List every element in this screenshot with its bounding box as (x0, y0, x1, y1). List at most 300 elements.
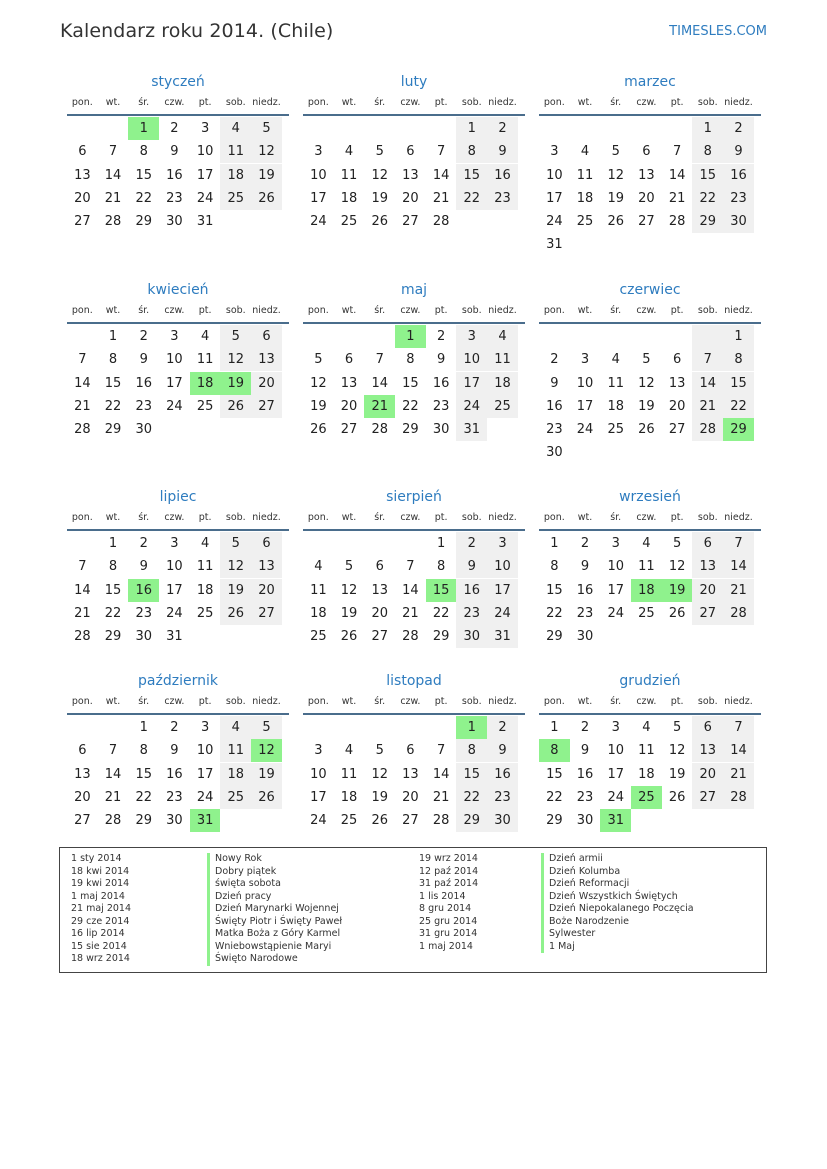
day-cell[interactable]: 13 (74, 167, 91, 183)
day-cell[interactable]: 18 (220, 763, 251, 786)
day-cell[interactable]: 23 (432, 398, 450, 414)
day-cell[interactable]: 5 (344, 559, 354, 575)
day-cell[interactable]: 16 (576, 582, 594, 598)
day-cell[interactable]: 3 (580, 352, 590, 368)
day-cell[interactable]: 15 (723, 372, 754, 395)
day-cell[interactable]: 7 (436, 743, 446, 759)
day-cell[interactable]: 22 (692, 187, 723, 210)
day-cell[interactable]: 1 (550, 536, 559, 551)
day-cell[interactable]: 17 (546, 190, 563, 206)
day-cell[interactable]: 16 (456, 579, 487, 602)
day-cell[interactable]: 2 (723, 117, 754, 140)
day-cell[interactable]: 26 (371, 813, 388, 829)
day-cell[interactable]: 13 (692, 555, 723, 578)
day-cell[interactable]: 6 (692, 532, 723, 555)
day-cell[interactable]: 27 (74, 214, 91, 230)
day-cell[interactable]: 30 (487, 809, 518, 832)
day-cell[interactable]: 9 (580, 743, 590, 759)
day-cell[interactable]: 4 (200, 329, 210, 344)
day-cell[interactable]: 5 (672, 536, 682, 551)
day-cell[interactable]: 27 (692, 602, 723, 625)
day-cell[interactable]: 17 (487, 579, 518, 602)
day-cell[interactable]: 15 (426, 579, 457, 602)
day-cell[interactable]: 23 (135, 398, 152, 414)
day-cell[interactable]: 2 (550, 352, 559, 368)
day-cell[interactable]: 1 (128, 117, 159, 140)
day-cell[interactable]: 8 (723, 348, 754, 371)
day-cell[interactable]: 7 (78, 559, 87, 575)
day-cell[interactable]: 12 (371, 766, 388, 782)
day-cell[interactable]: 13 (638, 167, 655, 183)
day-cell[interactable]: 5 (375, 743, 384, 759)
day-cell[interactable]: 26 (220, 602, 251, 625)
day-cell[interactable]: 17 (166, 375, 183, 391)
day-cell[interactable]: 9 (723, 140, 754, 163)
day-cell[interactable]: 14 (74, 375, 91, 391)
day-cell[interactable]: 9 (436, 352, 446, 368)
day-cell[interactable]: 21 (692, 395, 723, 418)
day-cell[interactable]: 21 (104, 789, 122, 805)
day-cell[interactable]: 11 (310, 582, 327, 598)
day-cell[interactable]: 28 (402, 629, 419, 645)
day-cell[interactable]: 7 (723, 716, 754, 739)
day-cell[interactable]: 6 (672, 352, 682, 368)
day-cell[interactable]: 3 (487, 532, 518, 555)
day-cell[interactable]: 19 (638, 398, 655, 414)
day-cell[interactable]: 19 (251, 164, 282, 187)
day-cell[interactable]: 19 (310, 398, 327, 414)
day-cell[interactable]: 19 (662, 579, 693, 602)
day-cell[interactable]: 2 (170, 121, 179, 136)
day-cell[interactable]: 20 (74, 190, 91, 206)
day-cell[interactable]: 22 (546, 605, 563, 621)
day-cell[interactable]: 22 (135, 190, 152, 206)
day-cell[interactable]: 20 (638, 190, 655, 206)
day-cell[interactable]: 19 (251, 763, 282, 786)
day-cell[interactable]: 9 (580, 559, 590, 575)
day-cell[interactable]: 22 (723, 395, 754, 418)
day-cell[interactable]: 29 (135, 214, 152, 230)
day-cell[interactable]: 28 (104, 214, 122, 230)
day-cell[interactable]: 25 (638, 605, 655, 621)
day-cell[interactable]: 1 (456, 117, 487, 140)
day-cell[interactable]: 24 (310, 813, 327, 829)
day-cell[interactable]: 26 (607, 214, 624, 230)
day-cell[interactable]: 4 (611, 352, 620, 368)
day-cell[interactable]: 1 (436, 536, 446, 551)
day-cell[interactable]: 5 (220, 325, 251, 348)
day-cell[interactable]: 6 (344, 352, 354, 368)
day-cell[interactable]: 4 (220, 117, 251, 140)
day-cell[interactable]: 11 (576, 167, 594, 183)
day-cell[interactable]: 5 (314, 352, 323, 368)
day-cell[interactable]: 20 (74, 789, 91, 805)
day-cell[interactable]: 24 (166, 398, 183, 414)
day-cell[interactable]: 30 (166, 214, 183, 230)
day-cell[interactable]: 7 (108, 144, 118, 160)
day-cell[interactable]: 24 (456, 395, 487, 418)
day-cell[interactable]: 3 (200, 121, 210, 136)
day-cell[interactable]: 18 (607, 398, 624, 414)
day-cell[interactable]: 16 (166, 766, 183, 782)
day-cell[interactable]: 17 (607, 582, 624, 598)
day-cell[interactable]: 13 (371, 582, 388, 598)
day-cell[interactable]: 14 (104, 766, 122, 782)
day-cell[interactable]: 12 (220, 348, 251, 371)
day-cell[interactable]: 12 (668, 743, 686, 759)
day-cell[interactable]: 23 (576, 605, 594, 621)
day-cell[interactable]: 29 (692, 210, 723, 233)
day-cell[interactable]: 20 (371, 605, 388, 621)
day-cell[interactable]: 2 (580, 720, 590, 735)
day-cell[interactable]: 24 (487, 602, 518, 625)
day-cell[interactable]: 23 (135, 605, 152, 621)
day-cell[interactable]: 19 (668, 766, 686, 782)
day-cell[interactable]: 27 (371, 629, 388, 645)
day-cell[interactable]: 16 (128, 579, 159, 602)
day-cell[interactable]: 21 (402, 605, 419, 621)
day-cell[interactable]: 24 (196, 190, 214, 206)
day-cell[interactable]: 8 (456, 140, 487, 163)
day-cell[interactable]: 8 (456, 739, 487, 762)
day-cell[interactable]: 3 (314, 743, 323, 759)
brand-link[interactable]: TIMESLES.COM (669, 24, 767, 39)
day-cell[interactable]: 14 (668, 167, 686, 183)
day-cell[interactable]: 14 (104, 167, 122, 183)
day-cell[interactable]: 29 (456, 809, 487, 832)
day-cell[interactable]: 10 (166, 559, 183, 575)
day-cell[interactable]: 7 (375, 352, 384, 368)
day-cell[interactable]: 8 (108, 352, 118, 368)
day-cell[interactable]: 8 (139, 144, 148, 160)
day-cell[interactable]: 19 (340, 605, 358, 621)
day-cell[interactable]: 29 (432, 629, 450, 645)
day-cell[interactable]: 5 (220, 532, 251, 555)
day-cell[interactable]: 14 (371, 375, 388, 391)
day-cell[interactable]: 8 (108, 559, 118, 575)
day-cell[interactable]: 14 (432, 167, 450, 183)
day-cell[interactable]: 16 (166, 167, 183, 183)
day-cell[interactable]: 19 (371, 789, 388, 805)
day-cell[interactable]: 16 (546, 398, 563, 414)
day-cell[interactable]: 18 (631, 579, 662, 602)
day-cell[interactable]: 9 (170, 743, 179, 759)
day-cell[interactable]: 3 (550, 144, 559, 160)
day-cell[interactable]: 22 (546, 789, 563, 805)
day-cell[interactable]: 18 (340, 789, 358, 805)
day-cell[interactable]: 30 (166, 813, 183, 829)
day-cell[interactable]: 6 (375, 559, 384, 575)
day-cell[interactable]: 1 (550, 720, 559, 735)
day-cell[interactable]: 25 (196, 398, 214, 414)
day-cell[interactable]: 23 (576, 789, 594, 805)
day-cell[interactable]: 11 (196, 352, 214, 368)
day-cell[interactable]: 14 (432, 766, 450, 782)
day-cell[interactable]: 26 (371, 214, 388, 230)
day-cell[interactable]: 21 (74, 605, 91, 621)
day-cell[interactable]: 30 (135, 629, 152, 645)
day-cell[interactable]: 28 (74, 629, 91, 645)
day-cell[interactable]: 19 (371, 190, 388, 206)
day-cell[interactable]: 13 (668, 375, 686, 391)
day-cell[interactable]: 29 (723, 418, 754, 441)
day-cell[interactable]: 17 (166, 582, 183, 598)
day-cell[interactable]: 7 (78, 352, 87, 368)
day-cell[interactable]: 9 (487, 140, 518, 163)
day-cell[interactable]: 30 (723, 210, 754, 233)
day-cell[interactable]: 18 (638, 766, 655, 782)
day-cell[interactable]: 12 (638, 375, 655, 391)
day-cell[interactable]: 4 (220, 716, 251, 739)
day-cell[interactable]: 10 (546, 167, 563, 183)
day-cell[interactable]: 1 (395, 325, 426, 348)
day-cell[interactable]: 11 (220, 140, 251, 163)
day-cell[interactable]: 28 (692, 418, 723, 441)
day-cell[interactable]: 8 (692, 140, 723, 163)
day-cell[interactable]: 21 (104, 190, 122, 206)
day-cell[interactable]: 3 (200, 720, 210, 735)
day-cell[interactable]: 27 (692, 786, 723, 809)
day-cell[interactable]: 23 (487, 187, 518, 210)
day-cell[interactable]: 3 (170, 329, 179, 344)
day-cell[interactable]: 18 (310, 605, 327, 621)
day-cell[interactable]: 7 (723, 532, 754, 555)
day-cell[interactable]: 12 (310, 375, 327, 391)
day-cell[interactable]: 4 (344, 743, 354, 759)
day-cell[interactable]: 21 (364, 395, 395, 418)
day-cell[interactable]: 23 (166, 190, 183, 206)
day-cell[interactable]: 29 (546, 813, 563, 829)
day-cell[interactable]: 18 (576, 190, 594, 206)
day-cell[interactable]: 1 (108, 536, 118, 551)
day-cell[interactable]: 11 (487, 348, 518, 371)
day-cell[interactable]: 8 (406, 352, 415, 368)
day-cell[interactable]: 28 (723, 786, 754, 809)
day-cell[interactable]: 28 (723, 602, 754, 625)
day-cell[interactable]: 5 (672, 720, 682, 735)
day-cell[interactable]: 19 (607, 190, 624, 206)
day-cell[interactable]: 15 (135, 167, 152, 183)
day-cell[interactable]: 24 (607, 789, 624, 805)
day-cell[interactable]: 22 (104, 605, 122, 621)
day-cell[interactable]: 14 (402, 582, 419, 598)
day-cell[interactable]: 2 (580, 536, 590, 551)
day-cell[interactable]: 2 (487, 117, 518, 140)
day-cell[interactable]: 16 (576, 766, 594, 782)
day-cell[interactable]: 12 (220, 555, 251, 578)
day-cell[interactable]: 24 (546, 214, 563, 230)
day-cell[interactable]: 5 (611, 144, 620, 160)
day-cell[interactable]: 9 (139, 559, 148, 575)
day-cell[interactable]: 17 (310, 789, 327, 805)
day-cell[interactable]: 13 (251, 555, 282, 578)
day-cell[interactable]: 3 (611, 536, 620, 551)
day-cell[interactable]: 21 (432, 190, 450, 206)
day-cell[interactable]: 28 (371, 422, 388, 438)
day-cell[interactable]: 15 (546, 766, 563, 782)
day-cell[interactable]: 21 (432, 789, 450, 805)
day-cell[interactable]: 18 (340, 190, 358, 206)
day-cell[interactable]: 12 (251, 140, 282, 163)
day-cell[interactable]: 7 (692, 348, 723, 371)
day-cell[interactable]: 13 (251, 348, 282, 371)
day-cell[interactable]: 15 (402, 375, 419, 391)
day-cell[interactable]: 23 (723, 187, 754, 210)
day-cell[interactable]: 6 (251, 532, 282, 555)
day-cell[interactable]: 10 (166, 352, 183, 368)
day-cell[interactable]: 4 (487, 325, 518, 348)
day-cell[interactable]: 26 (251, 187, 282, 210)
day-cell[interactable]: 6 (78, 144, 87, 160)
day-cell[interactable]: 22 (402, 398, 419, 414)
day-cell[interactable]: 21 (74, 398, 91, 414)
day-cell[interactable]: 15 (456, 164, 487, 187)
day-cell[interactable]: 11 (340, 766, 358, 782)
day-cell[interactable]: 25 (220, 786, 251, 809)
day-cell[interactable]: 10 (487, 555, 518, 578)
day-cell[interactable]: 18 (196, 582, 214, 598)
day-cell[interactable]: 3 (456, 325, 487, 348)
day-cell[interactable]: 20 (251, 579, 282, 602)
day-cell[interactable]: 2 (436, 329, 446, 344)
day-cell[interactable]: 24 (576, 422, 594, 438)
day-cell[interactable]: 16 (487, 164, 518, 187)
day-cell[interactable]: 30 (456, 625, 487, 648)
day-cell[interactable]: 17 (607, 766, 624, 782)
day-cell[interactable]: 22 (456, 786, 487, 809)
day-cell[interactable]: 17 (196, 167, 214, 183)
day-cell[interactable]: 10 (607, 559, 624, 575)
day-cell[interactable]: 17 (576, 398, 594, 414)
day-cell[interactable]: 23 (487, 786, 518, 809)
day-cell[interactable]: 28 (432, 214, 450, 230)
day-cell[interactable]: 29 (135, 813, 152, 829)
day-cell[interactable]: 7 (108, 743, 118, 759)
day-cell[interactable]: 31 (487, 625, 518, 648)
day-cell[interactable]: 21 (723, 763, 754, 786)
day-cell[interactable]: 27 (74, 813, 91, 829)
day-cell[interactable]: 5 (375, 144, 384, 160)
day-cell[interactable]: 8 (550, 559, 559, 575)
day-cell[interactable]: 29 (104, 422, 122, 438)
day-cell[interactable]: 27 (251, 602, 282, 625)
day-cell[interactable]: 17 (310, 190, 327, 206)
day-cell[interactable]: 16 (723, 164, 754, 187)
day-cell[interactable]: 22 (432, 605, 450, 621)
day-cell[interactable]: 2 (170, 720, 179, 735)
day-cell[interactable]: 9 (170, 144, 179, 160)
day-cell[interactable]: 27 (638, 214, 655, 230)
day-cell[interactable]: 13 (692, 739, 723, 762)
day-cell[interactable]: 7 (436, 144, 446, 160)
day-cell[interactable]: 13 (340, 375, 358, 391)
day-cell[interactable]: 8 (436, 559, 446, 575)
day-cell[interactable]: 1 (139, 720, 148, 735)
day-cell[interactable]: 13 (402, 766, 419, 782)
day-cell[interactable]: 19 (220, 372, 251, 395)
day-cell[interactable]: 26 (668, 789, 686, 805)
day-cell[interactable]: 6 (692, 716, 723, 739)
day-cell[interactable]: 25 (631, 786, 662, 809)
day-cell[interactable]: 28 (74, 422, 91, 438)
day-cell[interactable]: 25 (607, 422, 624, 438)
day-cell[interactable]: 21 (723, 579, 754, 602)
day-cell[interactable]: 5 (642, 352, 651, 368)
day-cell[interactable]: 4 (200, 536, 210, 551)
day-cell[interactable]: 30 (576, 813, 594, 829)
day-cell[interactable]: 12 (371, 167, 388, 183)
day-cell[interactable]: 13 (74, 766, 91, 782)
day-cell[interactable]: 23 (456, 602, 487, 625)
day-cell[interactable]: 15 (546, 582, 563, 598)
day-cell[interactable]: 1 (692, 117, 723, 140)
day-cell[interactable]: 31 (456, 418, 487, 441)
day-cell[interactable]: 6 (406, 144, 415, 160)
day-cell[interactable]: 25 (310, 629, 327, 645)
day-cell[interactable]: 28 (432, 813, 450, 829)
day-cell[interactable]: 12 (251, 739, 282, 762)
day-cell[interactable]: 14 (723, 739, 754, 762)
day-cell[interactable]: 2 (139, 329, 148, 344)
day-cell[interactable]: 3 (314, 144, 323, 160)
day-cell[interactable]: 10 (576, 375, 594, 391)
day-cell[interactable]: 4 (344, 144, 354, 160)
day-cell[interactable]: 29 (104, 629, 122, 645)
day-cell[interactable]: 1 (456, 716, 487, 739)
day-cell[interactable]: 26 (220, 395, 251, 418)
day-cell[interactable]: 4 (642, 536, 651, 551)
day-cell[interactable]: 25 (220, 187, 251, 210)
day-cell[interactable]: 26 (638, 422, 655, 438)
day-cell[interactable]: 26 (340, 629, 358, 645)
day-cell[interactable]: 31 (600, 809, 631, 832)
day-cell[interactable]: 16 (135, 375, 152, 391)
day-cell[interactable]: 14 (692, 372, 723, 395)
day-cell[interactable]: 4 (314, 559, 323, 575)
day-cell[interactable]: 17 (456, 372, 487, 395)
day-cell[interactable]: 7 (406, 559, 415, 575)
day-cell[interactable]: 9 (550, 375, 559, 391)
day-cell[interactable]: 31 (546, 237, 563, 253)
day-cell[interactable]: 31 (196, 214, 214, 230)
day-cell[interactable]: 28 (104, 813, 122, 829)
day-cell[interactable]: 30 (546, 445, 563, 461)
day-cell[interactable]: 8 (139, 743, 148, 759)
day-cell[interactable]: 11 (196, 559, 214, 575)
day-cell[interactable]: 20 (692, 763, 723, 786)
day-cell[interactable]: 22 (104, 398, 122, 414)
day-cell[interactable]: 14 (74, 582, 91, 598)
day-cell[interactable]: 16 (487, 763, 518, 786)
day-cell[interactable]: 24 (310, 214, 327, 230)
day-cell[interactable]: 27 (251, 395, 282, 418)
day-cell[interactable]: 26 (310, 422, 327, 438)
day-cell[interactable]: 1 (723, 325, 754, 348)
day-cell[interactable]: 25 (487, 395, 518, 418)
day-cell[interactable]: 12 (607, 167, 624, 183)
day-cell[interactable]: 18 (487, 372, 518, 395)
day-cell[interactable]: 10 (456, 348, 487, 371)
day-cell[interactable]: 9 (456, 555, 487, 578)
day-cell[interactable]: 20 (402, 789, 419, 805)
day-cell[interactable]: 4 (580, 144, 590, 160)
day-cell[interactable]: 15 (456, 763, 487, 786)
day-cell[interactable]: 23 (166, 789, 183, 805)
day-cell[interactable]: 4 (642, 720, 651, 735)
day-cell[interactable]: 5 (251, 716, 282, 739)
day-cell[interactable]: 27 (402, 214, 419, 230)
day-cell[interactable]: 8 (539, 739, 570, 762)
